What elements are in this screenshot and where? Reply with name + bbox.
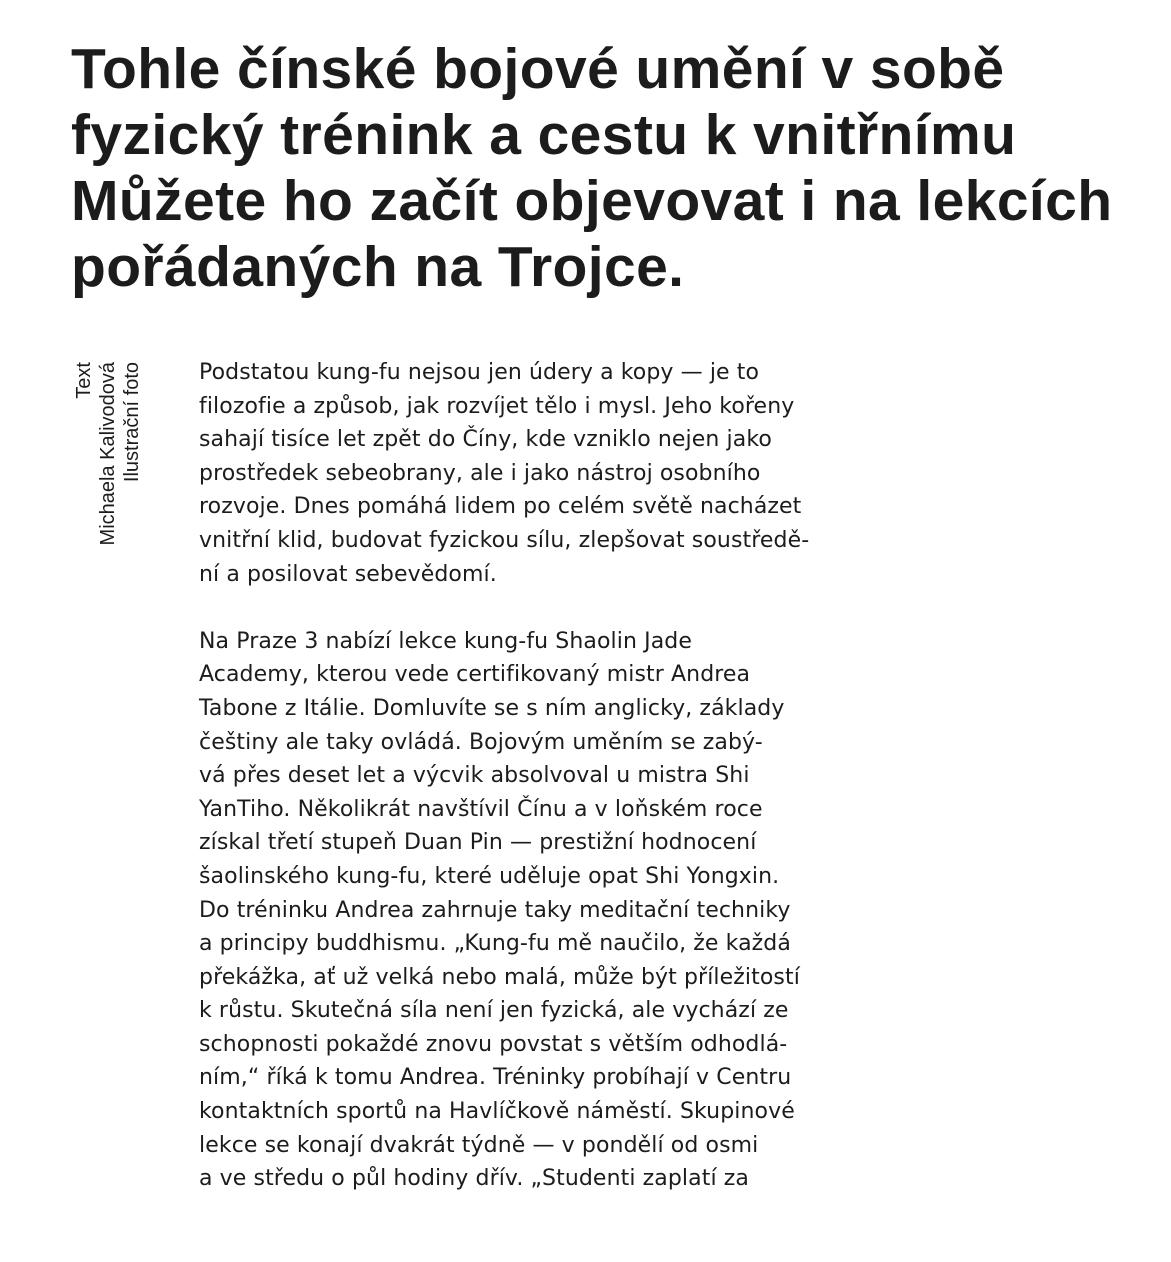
article-credits [72,362,142,592]
text-line: a principy buddhismu. „Kung-fu mě naučilo, že každá [199,931,791,957]
text-line: prostředek sebeobrany, ale i jako nástroj osobního [199,460,761,486]
article-headline [71,36,1171,300]
text-line: šaolinského kung-fu, které uděluje opat Shi Yongxin. [199,863,780,889]
text-line: Na Praze 3 nabízí lekce kung-fu Shaolin Jade [199,628,692,654]
headline-line: pořádaných na Trojce. [71,235,685,299]
credit-text-label: Text [73,362,95,399]
text-line: k růstu. Skutečná síla není jen fyzická, ale vychází ze [199,998,789,1024]
credit-photo-label: Ilustrační foto [121,362,143,483]
text-line: lekce se konají dvakrát týdně — v pondělí od osmi [199,1132,759,1158]
text-line: vá přes deset let a výcvik absolvoval u mistra Shi [199,763,750,789]
text-line: Tabone z Itálie. Domluvíte se s ním anglicky, základy [199,695,785,721]
text-line: rozvoje. Dnes pomáhá lidem po celém světě nacházet [199,494,802,520]
headline-line: Můžete ho začít objevovat i na lekcích [71,169,1113,233]
text-line: kontaktních sportů na Havlíčkově náměstí. Skupinové [199,1099,795,1125]
text-line: schopnosti pokaždé znovu povstat s větším odhodlá- [199,1031,788,1057]
text-line: a ve středu o půl hodiny dřív. „Studenti zaplatí za [199,1166,749,1192]
credit-author: Michaela Kalivodová [97,362,119,546]
text-line: Podstatou kung-fu nejsou jen údery a kopy — je to [199,360,760,385]
text-line: překážka, ať už velká nebo malá, může být příležitostí [199,964,800,990]
paragraph-intro [199,356,899,591]
text-line: filozofie a způsob, jak rozvíjet tělo i mysl. Jeho kořeny [199,393,795,419]
text-line: Academy, kterou vede certifikovaný mistr Andrea [199,662,751,688]
article-body [199,356,899,1229]
text-line: YanTiho. Několikrát navštívil Čínu a v loňském roce [199,796,763,822]
text-line: získal třetí stupeň Duan Pin — prestižní hodnocení [199,830,757,856]
text-line: vnitřní klid, budovat fyzickou sílu, zlepšovat soustředě- [199,527,810,553]
text-line: sahají tisíce let zpět do Číny, kde vzniklo nejen jako [199,427,772,453]
headline-line: fyzický trénink a cestu k vnitřnímu [71,103,1017,167]
headline-line: Tohle čínské bojové umění v sobě [71,37,1005,101]
text-line: ní a posilovat sebevědomí. [199,561,497,587]
text-line: Do tréninku Andrea zahrnuje taky meditační techniky [199,897,791,923]
paragraph-academy [199,625,899,1196]
text-line: češtiny ale taky ovládá. Bojovým uměním se zabý- [199,729,763,755]
text-line: ním,“ říká k tomu Andrea. Tréninky probíhají v Centru [199,1065,792,1091]
